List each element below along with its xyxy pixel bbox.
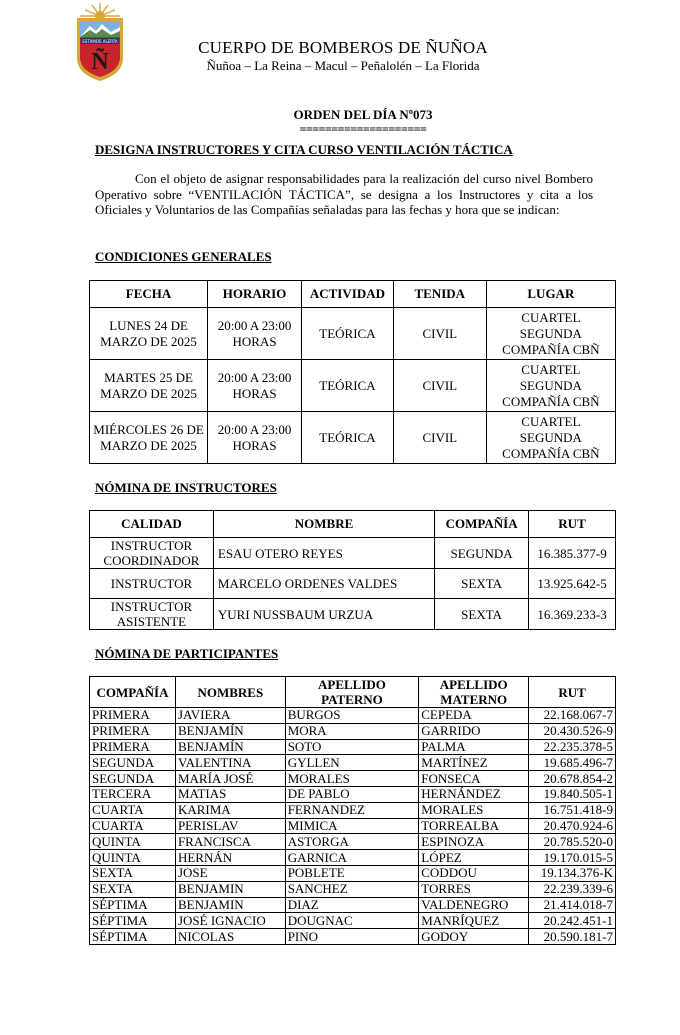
first-names-cell: BENJAMIN	[175, 897, 285, 913]
maternal-surname-cell: TORREALBA	[419, 818, 529, 834]
svg-text:Ñ: Ñ	[91, 49, 109, 75]
name-cell: MARCELO ORDENES VALDES	[213, 569, 434, 599]
date-cell: MIÉRCOLES 26 DE MARZO DE 2025	[90, 412, 208, 464]
svg-text:ESTAMOS ALERTA: ESTAMOS ALERTA	[82, 38, 118, 44]
first-names-cell: JOSÉ IGNACIO	[175, 913, 285, 929]
first-names-cell: FRANCISCA	[175, 834, 285, 850]
first-names-cell: VALENTINA	[175, 755, 285, 771]
first-names-cell: MARÍA JOSÉ	[175, 771, 285, 787]
column-header: NOMBRE	[213, 511, 434, 538]
paternal-surname-cell: POBLETE	[285, 865, 419, 881]
maternal-surname-cell: FONSECA	[419, 771, 529, 787]
organization-title: CUERPO DE BOMBEROS DE ÑUÑOA	[198, 38, 488, 57]
column-header: RUT	[529, 511, 616, 538]
table-row	[90, 881, 616, 897]
table-row	[90, 599, 616, 630]
rut-cell: 20.785.520-0	[529, 834, 616, 850]
table-row	[90, 929, 616, 945]
paternal-surname-cell: SANCHEZ	[285, 881, 419, 897]
first-names-cell: MATIAS	[175, 786, 285, 802]
maternal-surname-cell: MANRÍQUEZ	[419, 913, 529, 929]
role-cell: INSTRUCTOR ASISTENTE	[90, 599, 214, 630]
table-row	[90, 897, 616, 913]
company-cell: SEGUNDA	[90, 755, 176, 771]
column-header: NOMBRES	[175, 677, 285, 708]
table-header-row	[90, 677, 616, 708]
column-header: APELLIDO MATERNO	[419, 677, 529, 708]
column-header: CALIDAD	[90, 511, 214, 538]
paternal-surname-cell: GARNICA	[285, 850, 419, 866]
name-cell: ESAU OTERO REYES	[213, 538, 434, 569]
paternal-surname-cell: MORALES	[285, 771, 419, 787]
name-cell: YURI NUSSBAUM URZUA	[213, 599, 434, 630]
conditions-table	[89, 280, 616, 464]
column-header: FECHA	[90, 281, 208, 308]
company-cell: PRIMERA	[90, 708, 176, 724]
order-title: ORDEN DEL DÍA Nº073	[293, 107, 433, 122]
paternal-surname-cell: PINO	[285, 929, 419, 945]
paternal-surname-cell: MIMICA	[285, 818, 419, 834]
participants-heading: NÓMINA DE PARTICIPANTES	[95, 646, 279, 661]
company-cell: SÉPTIMA	[90, 913, 176, 929]
rut-cell: 19.170.015-5	[529, 850, 616, 866]
instructors-heading: NÓMINA DE INSTRUCTORES	[95, 480, 277, 495]
paternal-surname-cell: GYLLEN	[285, 755, 419, 771]
instructors-table	[89, 510, 616, 630]
maternal-surname-cell: ESPINOZA	[419, 834, 529, 850]
rut-cell: 22.168.067-7	[529, 708, 616, 724]
date-cell: MARTES 25 DE MARZO DE 2025	[90, 360, 208, 412]
activity-cell: TEÓRICA	[302, 308, 394, 360]
rut-cell: 22.235.378-5	[529, 739, 616, 755]
table-row	[90, 865, 616, 881]
first-names-cell: BENJAMIN	[175, 881, 285, 897]
column-header: TENIDA	[393, 281, 486, 308]
fire-brigade-crest-logo	[74, 2, 126, 82]
maternal-surname-cell: CODDOU	[419, 865, 529, 881]
order-heading: DESIGNA INSTRUCTORES Y CITA CURSO VENTILACIÓN TÁCTICA	[95, 142, 513, 157]
paternal-surname-cell: ASTORGA	[285, 834, 419, 850]
company-cell: SEXTA	[435, 599, 529, 630]
attire-cell: CIVIL	[393, 412, 486, 464]
company-cell: SEXTA	[90, 881, 176, 897]
table-row	[90, 308, 616, 360]
paternal-surname-cell: DIAZ	[285, 897, 419, 913]
paternal-surname-cell: BURGOS	[285, 708, 419, 724]
table-header-row	[90, 281, 616, 308]
maternal-surname-cell: GODOY	[419, 929, 529, 945]
first-names-cell: BENJAMÍN	[175, 723, 285, 739]
table-row	[90, 412, 616, 464]
paternal-surname-cell: DE PABLO	[285, 786, 419, 802]
column-header: LUGAR	[486, 281, 615, 308]
maternal-surname-cell: GARRIDO	[419, 723, 529, 739]
table-row	[90, 569, 616, 599]
first-names-cell: JOSE	[175, 865, 285, 881]
intro-paragraph	[95, 171, 593, 218]
rut-cell: 20.242.451-1	[529, 913, 616, 929]
maternal-surname-cell: MARTÍNEZ	[419, 755, 529, 771]
schedule-cell: 20:00 A 23:00 HORAS	[208, 308, 302, 360]
maternal-surname-cell: TORRES	[419, 881, 529, 897]
rut-cell: 22.239.339-6	[529, 881, 616, 897]
rut-cell: 16.751.418-9	[529, 802, 616, 818]
role-cell: INSTRUCTOR	[90, 569, 214, 599]
rut-cell: 20.590.181-7	[529, 929, 616, 945]
column-header: ACTIVIDAD	[302, 281, 394, 308]
table-row	[90, 708, 616, 724]
rut-cell: 13.925.642-5	[529, 569, 616, 599]
company-cell: PRIMERA	[90, 723, 176, 739]
company-cell: SÉPTIMA	[90, 929, 176, 945]
paternal-surname-cell: FERNANDEZ	[285, 802, 419, 818]
location-cell: CUARTEL SEGUNDA COMPAÑÍA CBÑ	[486, 308, 615, 360]
paternal-surname-cell: SOTO	[285, 739, 419, 755]
table-row	[90, 850, 616, 866]
attire-cell: CIVIL	[393, 360, 486, 412]
rut-cell: 19.685.496-7	[529, 755, 616, 771]
first-names-cell: NICOLAS	[175, 929, 285, 945]
column-header: APELLIDO PATERNO	[285, 677, 419, 708]
schedule-cell: 20:00 A 23:00 HORAS	[208, 360, 302, 412]
date-cell: LUNES 24 DE MARZO DE 2025	[90, 308, 208, 360]
rut-cell: 21.414.018-7	[529, 897, 616, 913]
company-cell: SÉPTIMA	[90, 897, 176, 913]
activity-cell: TEÓRICA	[302, 412, 394, 464]
location-cell: CUARTEL SEGUNDA COMPAÑÍA CBÑ	[486, 360, 615, 412]
order-title-rule: ====================	[299, 122, 427, 136]
paternal-surname-cell: DOUGNAC	[285, 913, 419, 929]
maternal-surname-cell: LÓPEZ	[419, 850, 529, 866]
table-row	[90, 360, 616, 412]
rut-cell: 16.369.233-3	[529, 599, 616, 630]
maternal-surname-cell: HERNÁNDEZ	[419, 786, 529, 802]
organization-subtitle: Ñuñoa – La Reina – Macul – Peñalolén – La Florida	[206, 58, 480, 73]
company-cell: CUARTA	[90, 802, 176, 818]
column-header: HORARIO	[208, 281, 302, 308]
company-cell: SEXTA	[90, 865, 176, 881]
column-header: COMPAÑÍA	[90, 677, 176, 708]
attire-cell: CIVIL	[393, 308, 486, 360]
conditions-heading: CONDICIONES GENERALES	[95, 249, 272, 264]
company-cell: SEGUNDA	[90, 771, 176, 787]
activity-cell: TEÓRICA	[302, 360, 394, 412]
role-cell: INSTRUCTOR COORDINADOR	[90, 538, 214, 569]
rut-cell: 19.134.376-K	[529, 865, 616, 881]
table-row	[90, 723, 616, 739]
table-row	[90, 802, 616, 818]
intro-text: Con el objeto de asignar responsabilidades para la realización del curso nivel Bombero Operativo sobre “VENTILACIÓN TÁCTICA”, se designa a los Instructores y cita a los Oficiales y Voluntarios de las Compañías señaladas para las fechas y hora que se indican:	[95, 171, 593, 218]
maternal-surname-cell: CEPEDA	[419, 708, 529, 724]
table-row	[90, 739, 616, 755]
table-row	[90, 834, 616, 850]
rut-cell: 19.840.505-1	[529, 786, 616, 802]
table-row	[90, 818, 616, 834]
paternal-surname-cell: MORA	[285, 723, 419, 739]
column-header: COMPAÑÍA	[435, 511, 529, 538]
company-cell: SEXTA	[435, 569, 529, 599]
rut-cell: 20.470.924-6	[529, 818, 616, 834]
participants-table	[89, 676, 616, 945]
table-row	[90, 538, 616, 569]
table-row	[90, 913, 616, 929]
rut-cell: 16.385.377-9	[529, 538, 616, 569]
company-cell: TERCERA	[90, 786, 176, 802]
company-cell: PRIMERA	[90, 739, 176, 755]
first-names-cell: JAVIERA	[175, 708, 285, 724]
table-row	[90, 771, 616, 787]
table-row	[90, 786, 616, 802]
location-cell: CUARTEL SEGUNDA COMPAÑÍA CBÑ	[486, 412, 615, 464]
maternal-surname-cell: PALMA	[419, 739, 529, 755]
first-names-cell: KARIMA	[175, 802, 285, 818]
column-header: RUT	[529, 677, 616, 708]
rut-cell: 20.678.854-2	[529, 771, 616, 787]
schedule-cell: 20:00 A 23:00 HORAS	[208, 412, 302, 464]
company-cell: SEGUNDA	[435, 538, 529, 569]
maternal-surname-cell: VALDENEGRO	[419, 897, 529, 913]
rut-cell: 20.430.526-9	[529, 723, 616, 739]
first-names-cell: BENJAMÍN	[175, 739, 285, 755]
table-header-row	[90, 511, 616, 538]
first-names-cell: PERISLAV	[175, 818, 285, 834]
table-row	[90, 755, 616, 771]
company-cell: QUINTA	[90, 850, 176, 866]
company-cell: QUINTA	[90, 834, 176, 850]
maternal-surname-cell: MORALES	[419, 802, 529, 818]
first-names-cell: HERNÁN	[175, 850, 285, 866]
company-cell: CUARTA	[90, 818, 176, 834]
